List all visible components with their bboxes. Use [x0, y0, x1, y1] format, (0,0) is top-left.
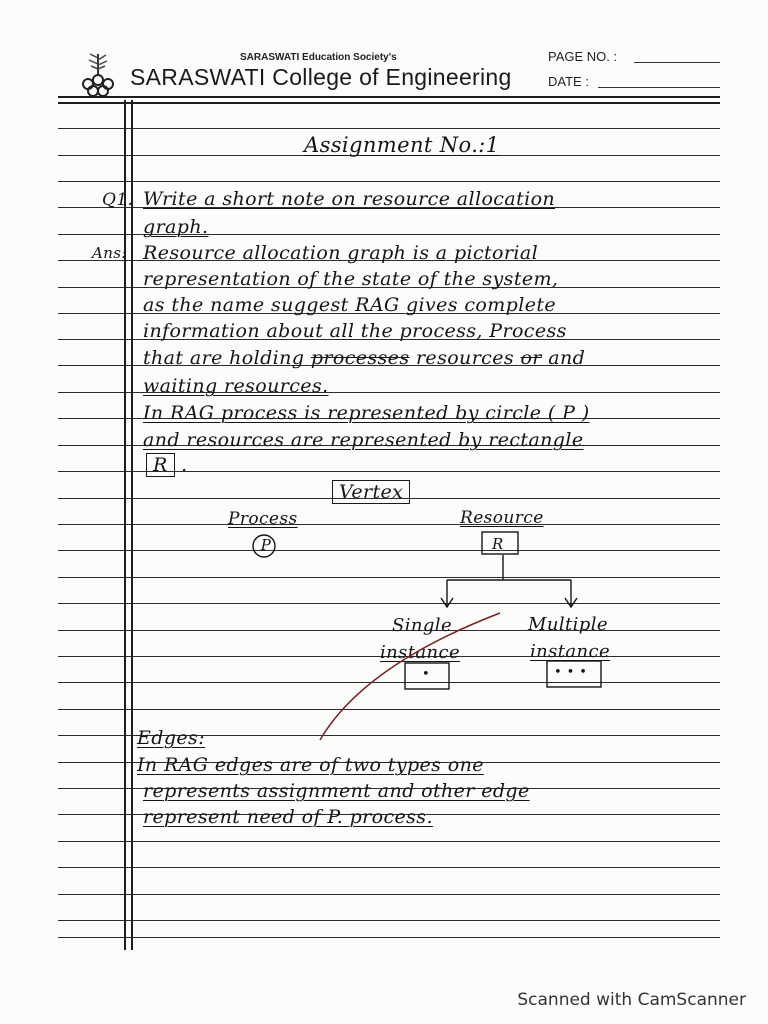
- resource-rect: [482, 532, 518, 554]
- edges-heading: Edges:: [137, 727, 205, 749]
- answer-line: and resources are represented by rectangle: [143, 429, 584, 451]
- answer-line: waiting resources.: [143, 375, 329, 397]
- answer-line: In RAG process is represented by circle ( P ): [143, 402, 590, 424]
- vertex-label: Vertex: [332, 480, 410, 504]
- single-instance-dot: •: [422, 667, 431, 682]
- answer-line: as the name suggest RAG gives complete: [143, 294, 557, 316]
- red-pen-stroke: [320, 613, 500, 740]
- resource-label: Resource: [460, 508, 544, 528]
- process-label: Process: [228, 509, 298, 529]
- answer-line: representation of the state of the system,: [143, 268, 559, 290]
- multiple-label: Multiple: [528, 614, 608, 635]
- multiple-label: instance: [530, 641, 611, 662]
- scanner-watermark: Scanned with CamScanner: [517, 990, 746, 1010]
- text-fragment: and: [548, 347, 586, 369]
- question-label: Q1.: [102, 190, 134, 210]
- single-label: Single: [392, 615, 453, 636]
- struck-word: processes: [310, 347, 410, 369]
- edges-line: represent need of P. process.: [143, 806, 433, 828]
- college-name: SARASWATI College of Engineering: [130, 64, 512, 90]
- struck-word: or: [520, 347, 542, 369]
- page-no-label: PAGE NO. :: [548, 49, 618, 64]
- multiple-instance-box: [547, 661, 601, 687]
- date-label: DATE :: [548, 74, 589, 89]
- edges-line: represents assignment and other edge: [143, 780, 530, 802]
- edges-line: In RAG edges are of two types one: [137, 754, 484, 776]
- question-line: graph.: [143, 216, 209, 238]
- resource-box-symbol: R: [146, 453, 175, 477]
- text-fragment: resources: [415, 347, 515, 369]
- single-label: instance: [380, 642, 461, 663]
- text-fragment: .: [181, 454, 188, 476]
- answer-label: Ans:: [92, 244, 127, 262]
- answer-line: information about all the process, Process: [143, 320, 567, 342]
- process-symbol: P: [260, 536, 272, 554]
- text-fragment: that are holding: [143, 347, 305, 369]
- process-circle: [253, 535, 275, 557]
- assignment-title: Assignment No.:1: [304, 133, 500, 157]
- society-name: SARASWATI Education Society's: [240, 52, 397, 63]
- question-line: Write a short note on resource allocation: [143, 188, 556, 210]
- resource-tree-lines: [447, 555, 571, 606]
- resource-symbol: R: [492, 535, 504, 553]
- answer-line: Resource allocation graph is a pictorial: [143, 242, 539, 264]
- multiple-instance-dots: • • •: [554, 665, 588, 680]
- single-instance-box: [405, 663, 449, 689]
